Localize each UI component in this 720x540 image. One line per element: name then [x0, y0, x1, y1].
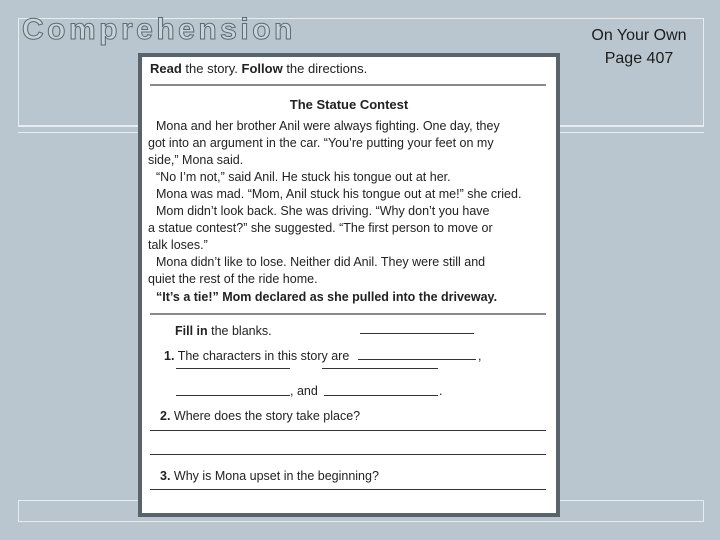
- answer-blank[interactable]: [358, 359, 476, 360]
- instructions: Read the story. Follow the directions.: [150, 61, 368, 76]
- answer-blank[interactable]: [176, 395, 290, 396]
- page-reference: Page 407: [604, 50, 674, 67]
- fill-in-directions: Fill in the blanks.: [175, 324, 272, 338]
- question-1-period: .: [439, 384, 443, 398]
- answer-line[interactable]: [150, 454, 546, 455]
- slide-title: Comprehension: [22, 13, 296, 46]
- story-line: Mona and her brother Anil were always fighting. One day, they: [156, 119, 500, 133]
- story-line: Mona was mad. “Mom, Anil stuck his tongue out at me!” she cried.: [156, 187, 522, 201]
- story-line: Mom didn’t look back. She was driving. “Why don’t you have: [156, 204, 490, 218]
- instruction-bold: Follow: [241, 61, 283, 76]
- story-line: Mona didn’t like to lose. Neither did Anil. They were still and: [156, 255, 486, 269]
- story-line: talk loses.”: [148, 238, 208, 252]
- story-line: got into an argument in the car. “You’re putting your feet on my: [148, 136, 494, 150]
- story-title: The Statue Contest: [289, 97, 409, 112]
- question-3: 3. Why is Mona upset in the beginning?: [160, 469, 379, 483]
- story-line: “No I’m not,” said Anil. He stuck his tongue out at her.: [156, 170, 451, 184]
- instruction-bold: Read: [150, 61, 182, 76]
- answer-blank[interactable]: [360, 333, 474, 334]
- story-line: “It’s a tie!” Mom declared as she pulled into the driveway.: [156, 290, 498, 304]
- question-1: 1. The characters in this story are: [164, 349, 350, 363]
- section-rule: [150, 84, 546, 86]
- story-line: a statue contest?” she suggested. “The first person to move or: [148, 221, 493, 235]
- story-line: quiet the rest of the ride home.: [148, 272, 318, 286]
- side-note: [576, 24, 702, 70]
- answer-line[interactable]: [150, 489, 546, 490]
- answer-blank[interactable]: [324, 395, 438, 396]
- question-2: 2. Where does the story take place?: [160, 409, 361, 423]
- worksheet-page: [138, 53, 560, 517]
- answer-blank[interactable]: [322, 368, 438, 369]
- question-1-comma: ,: [478, 349, 482, 363]
- side-note-line: On Your Own: [591, 27, 687, 44]
- answer-blank[interactable]: [176, 368, 290, 369]
- question-1-and: , and: [290, 384, 318, 398]
- answer-line[interactable]: [150, 430, 546, 431]
- section-rule: [150, 313, 546, 315]
- story-line: side,” Mona said.: [148, 153, 244, 167]
